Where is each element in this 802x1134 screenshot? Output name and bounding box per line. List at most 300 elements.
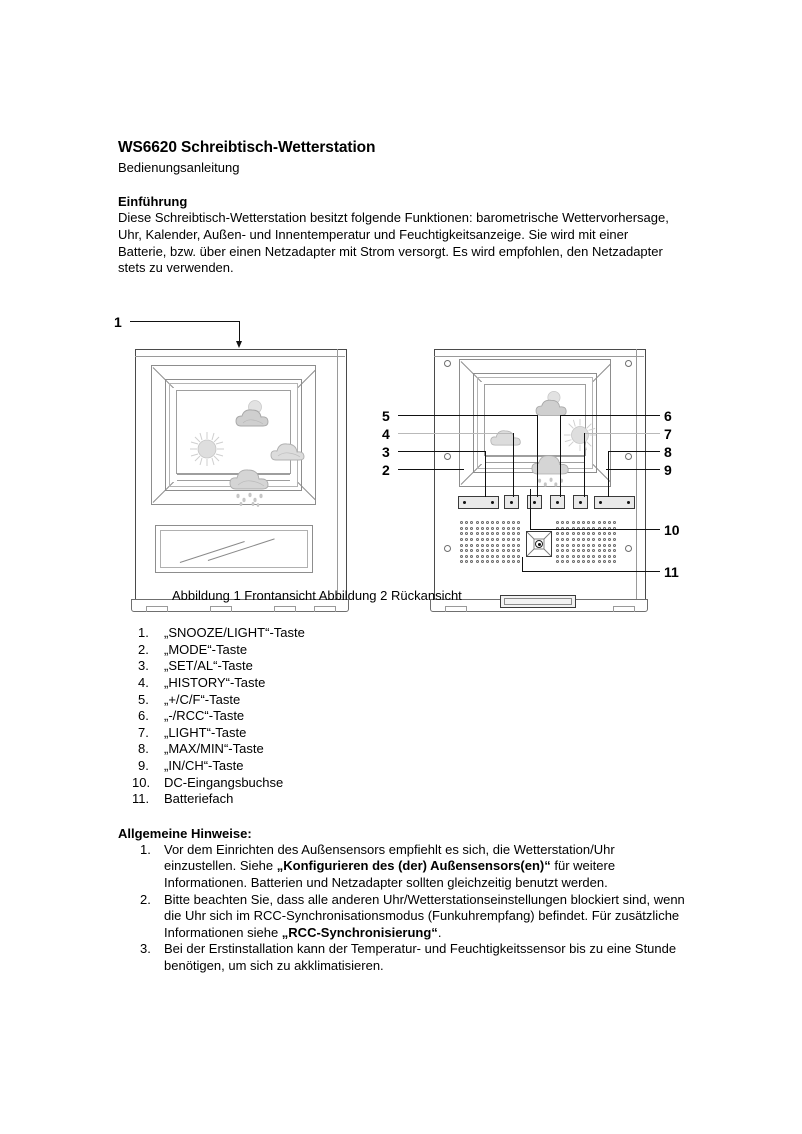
speaker-grille-dot: [476, 560, 479, 563]
speaker-grille-dot: [491, 538, 494, 541]
parts-list: [118, 625, 688, 808]
speaker-grille-dot: [491, 544, 494, 547]
intro-paragraph: Diese Schreibtisch-Wetterstation besitzt folgende Funktionen: barometrische Wettervorhersage, Uhr, Kalender, Außen- und Innentemperatur und Feuchtigkeitsanzeige. Sie wird mit einer Batterie, bzw. über einen Netzadapter mit Strom versorgt. Es wird empfohlen, den Netzadapter stets zu verwenden.: [118, 210, 669, 276]
speaker-grille-dot: [465, 549, 468, 552]
speaker-grille-dot: [561, 538, 564, 541]
speaker-grille-dot: [460, 544, 463, 547]
speaker-grille-dot: [502, 521, 505, 524]
cloud-icon-rear: [489, 427, 523, 449]
note-item-text: Bitte beachten Sie, dass alle anderen Uhr/Wetterstationseinstellungen blockiert sind, wenn die Uhr sich im RCC-Synchronisationsmodus (Funkuhrempfang) befindet. Für zusätzliche Informationen siehe: [164, 891, 685, 940]
speaker-grille-dot: [613, 544, 616, 547]
speaker-grille-dot: [476, 544, 479, 547]
speaker-grille-dot: [502, 532, 505, 535]
speaker-grille-dot: [481, 544, 484, 547]
speaker-grille-dot: [486, 538, 489, 541]
callout-number-7: 7: [664, 426, 672, 443]
speaker-grille-dot: [572, 555, 575, 558]
parts-list-item-label: „HISTORY“-Taste: [164, 674, 266, 690]
speaker-grille-dot: [598, 549, 601, 552]
callout-number-8: 8: [664, 444, 672, 461]
speaker-grille-dot: [608, 549, 611, 552]
speaker-grille-dot: [496, 555, 499, 558]
section-heading-einfuehrung: Einführung: [118, 194, 188, 209]
speaker-grille-dot: [587, 555, 590, 558]
speaker-grille-dot: [512, 532, 515, 535]
note-item-text: Vor dem Einrichten des Außensensors empfiehlt es sich, die Wetterstation/Uhr einzustellen. Siehe: [164, 841, 615, 874]
note-item-text-tail: für weitere Informationen. Batterien und Netzadapter sollten gleichzeitig benutzt werden.: [164, 858, 616, 890]
speaker-grille-dot: [561, 555, 564, 558]
speaker-grille-dot: [572, 549, 575, 552]
button-nub-center: [556, 501, 559, 504]
button-nub-center: [533, 501, 536, 504]
speaker-grille-dot: [502, 555, 505, 558]
speaker-grille-dot: [512, 521, 515, 524]
speaker-grille-dot: [517, 544, 520, 547]
speaker-grille-dot: [598, 538, 601, 541]
parts-list-item: [118, 725, 688, 742]
speaker-grille-dot: [460, 532, 463, 535]
leader-line-11-vertical: [522, 557, 523, 572]
front-foot-1: [146, 606, 168, 612]
button-nub-right: [491, 501, 494, 504]
speaker-grille-left: [460, 521, 522, 567]
leader-line-1-vertical: [239, 321, 240, 343]
speaker-grille-dot: [507, 538, 510, 541]
speaker-grille-dot: [613, 560, 616, 563]
speaker-grille-dot: [486, 521, 489, 524]
note-item-text-tail: .: [437, 924, 442, 940]
speaker-grille-dot: [608, 532, 611, 535]
speaker-grille-dot: [481, 555, 484, 558]
parts-list-item-number: 8.: [138, 741, 149, 757]
note-item-text: Bei der Erstinstallation kann der Temperatur- und Feuchtigkeitssensor bis zu eine Stunde benötigen, um sich zu akklimatisieren.: [164, 941, 677, 973]
parts-list-item-number: 1.: [138, 625, 149, 641]
speaker-grille-dot: [556, 560, 559, 563]
rear-foot-1: [445, 606, 467, 612]
speaker-grille-dot: [587, 521, 590, 524]
parts-list-item-number: 5.: [138, 691, 149, 707]
speaker-grille-dot: [502, 560, 505, 563]
speaker-grille-dot: [561, 549, 564, 552]
device-rear-right-edge: [636, 349, 644, 599]
speaker-grille-dot: [556, 555, 559, 558]
speaker-grille-dot: [592, 560, 595, 563]
speaker-grille-dot: [608, 521, 611, 524]
device-rear-top-edge: [434, 349, 644, 357]
battery-compartment-door[interactable]: [500, 595, 576, 608]
speaker-grille-dot: [603, 549, 606, 552]
speaker-grille-dot: [481, 538, 484, 541]
speaker-grille-dot: [566, 544, 569, 547]
parts-list-item-number: 2.: [138, 641, 149, 657]
speaker-grille-dot: [507, 560, 510, 563]
parts-list-item-label: „+/C/F“-Taste: [164, 691, 241, 707]
speaker-grille-dot: [481, 532, 484, 535]
speaker-grille-dot: [577, 538, 580, 541]
parts-list-item-number: 4.: [138, 674, 149, 690]
parts-list-item-label: DC-Eingangsbuchse: [164, 774, 284, 790]
speaker-grille-dot: [476, 549, 479, 552]
speaker-grille-dot: [561, 532, 564, 535]
note-item-emphasis: „RCC-Synchronisierung“: [281, 924, 438, 940]
speaker-grille-dot: [592, 521, 595, 524]
speaker-grille-dot: [517, 521, 520, 524]
parts-list-item: [118, 675, 688, 692]
leader-line-4: [398, 433, 514, 434]
speaker-grille-dot: [603, 544, 606, 547]
speaker-grille-dot: [556, 538, 559, 541]
speaker-grille-dot: [486, 527, 489, 530]
speaker-grille-dot: [507, 532, 510, 535]
speaker-grille-dot: [598, 544, 601, 547]
speaker-grille-dot: [491, 549, 494, 552]
parts-list-item: [118, 658, 688, 675]
speaker-grille-dot: [470, 527, 473, 530]
history-button[interactable]: [550, 495, 565, 509]
speaker-grille-dot: [587, 538, 590, 541]
leader-line-9: [606, 469, 660, 470]
speaker-grille-dot: [465, 555, 468, 558]
callout-number-6: 6: [664, 408, 672, 425]
speaker-grille-dot: [460, 527, 463, 530]
speaker-grille-dot: [577, 549, 580, 552]
parts-list-item: [118, 791, 688, 808]
speaker-grille-dot: [566, 555, 569, 558]
figure-caption: Abbildung 1 Frontansicht Abbildung 2 Rückansicht: [172, 588, 462, 604]
speaker-grille-dot: [517, 527, 520, 530]
speaker-grille-dot: [460, 549, 463, 552]
speaker-grille-dot: [603, 521, 606, 524]
sun-icon-rear: [563, 418, 597, 452]
speaker-grille-dot: [470, 532, 473, 535]
speaker-grille-dot: [582, 538, 585, 541]
speaker-grille-dot: [577, 555, 580, 558]
parts-list-item-number: 10.: [132, 774, 151, 790]
speaker-grille-dot: [470, 555, 473, 558]
button-nub-center: [510, 501, 513, 504]
leader-line-1: [130, 321, 240, 322]
speaker-grille-dot: [476, 555, 479, 558]
speaker-grille-dot: [592, 555, 595, 558]
parts-list-item: [118, 642, 688, 659]
speaker-grille-dot: [598, 560, 601, 563]
speaker-grille-dot: [517, 560, 520, 563]
leader-line-11: [522, 571, 660, 572]
speaker-grille-dot: [592, 538, 595, 541]
front-foot-4: [314, 606, 336, 612]
speaker-grille-dot: [476, 527, 479, 530]
parts-list-item: [118, 625, 688, 642]
parts-list-item-number: 3.: [138, 658, 149, 674]
speaker-grille-dot: [613, 532, 616, 535]
parts-list-item: [118, 775, 688, 792]
speaker-grille-dot: [512, 527, 515, 530]
callout-number-10: 10: [664, 522, 680, 539]
speaker-grille-dot: [608, 555, 611, 558]
leader-line-10-vertical: [530, 489, 531, 530]
speaker-grille-dot: [486, 532, 489, 535]
speaker-grille-dot: [502, 549, 505, 552]
speaker-grille-dot: [512, 549, 515, 552]
speaker-grille-dot: [582, 532, 585, 535]
notes-heading: Allgemeine Hinweise:: [118, 825, 252, 841]
front-foot-2: [210, 606, 232, 612]
speaker-grille-dot: [556, 549, 559, 552]
callout-number-2: 2: [382, 462, 390, 479]
speaker-grille-dot: [507, 549, 510, 552]
speaker-grille-dot: [577, 560, 580, 563]
button-nub-center: [579, 501, 582, 504]
leader-line-3: [398, 451, 486, 452]
speaker-grille-dot: [496, 527, 499, 530]
leader-line-5-vertical: [537, 415, 538, 497]
speaker-grille-dot: [572, 532, 575, 535]
speaker-grille-dot: [608, 560, 611, 563]
speaker-grille-dot: [476, 521, 479, 524]
speaker-grille-dot: [470, 538, 473, 541]
parts-list-item-label: „MODE“-Taste: [164, 641, 248, 657]
speaker-grille-dot: [465, 538, 468, 541]
rear-button-row: [434, 495, 644, 511]
speaker-grille-dot: [470, 549, 473, 552]
speaker-grille-dot: [481, 521, 484, 524]
battery-door-inner: [504, 598, 572, 605]
speaker-grille-dot: [587, 532, 590, 535]
speaker-grille-dot: [603, 538, 606, 541]
speaker-grille-dot: [507, 527, 510, 530]
speaker-grille-dot: [598, 555, 601, 558]
parts-list-item: [118, 692, 688, 709]
leader-line-4-vertical: [513, 433, 514, 497]
speaker-grille-dot: [577, 532, 580, 535]
parts-list-item-label: „SNOOZE/LIGHT“-Taste: [164, 625, 305, 641]
parts-list-item: [118, 708, 688, 725]
leader-line-7-vertical: [584, 433, 585, 497]
speaker-grille-dot: [496, 560, 499, 563]
speaker-grille-dot: [486, 555, 489, 558]
note-item-number: 2.: [140, 891, 151, 907]
speaker-grille-dot: [507, 544, 510, 547]
speaker-grille-dot: [507, 555, 510, 558]
speaker-grille-dot: [502, 527, 505, 530]
speaker-grille-dot: [608, 544, 611, 547]
speaker-grille-dot: [476, 532, 479, 535]
speaker-grille-dot: [603, 560, 606, 563]
speaker-grille-dot: [592, 544, 595, 547]
speaker-grille-dot: [566, 538, 569, 541]
sun-icon: [189, 431, 225, 467]
minus-rcc-button[interactable]: [594, 496, 635, 509]
speaker-grille-dot: [582, 521, 585, 524]
front-foot-3: [274, 606, 296, 612]
speaker-grille-dot: [496, 538, 499, 541]
speaker-grille-dot: [496, 532, 499, 535]
plus-cf-button[interactable]: [573, 495, 588, 509]
speaker-grille-right: [556, 521, 618, 567]
speaker-grille-dot: [517, 538, 520, 541]
speaker-grille-dot: [592, 549, 595, 552]
front-lower-panel: [155, 525, 313, 573]
speaker-grille-dot: [491, 521, 494, 524]
speaker-grille-dot: [460, 521, 463, 524]
callout-number-5: 5: [382, 408, 390, 425]
speaker-grille-dot: [481, 560, 484, 563]
note-item-number: 1.: [140, 841, 151, 857]
parts-list-item-label: „-/RCC“-Taste: [164, 708, 245, 724]
rear-foot-2: [613, 606, 635, 612]
speaker-grille-dot: [556, 532, 559, 535]
display-bezel-front: [151, 365, 316, 505]
speaker-grille-dot: [572, 521, 575, 524]
speaker-grille-dot: [470, 544, 473, 547]
leader-line-6: [560, 415, 660, 416]
parts-list-item-number: 6.: [138, 708, 149, 724]
speaker-grille-dot: [486, 544, 489, 547]
callout-number-3: 3: [382, 444, 390, 461]
speaker-grille-dot: [582, 544, 585, 547]
document-subtitle: Bedienungsanleitung: [118, 160, 240, 175]
parts-list-item-number: 7.: [138, 724, 149, 740]
speaker-grille-dot: [491, 527, 494, 530]
callout-number-1: 1: [114, 314, 122, 331]
lcd-screen-front: [176, 390, 291, 474]
speaker-grille-dot: [481, 549, 484, 552]
speaker-grille-dot: [460, 560, 463, 563]
speaker-grille-dot: [561, 544, 564, 547]
rain-cloud-icon-rear: [529, 453, 575, 495]
speaker-grille-dot: [556, 544, 559, 547]
parts-list-item-label: Batteriefach: [164, 791, 234, 807]
speaker-grille-dot: [572, 560, 575, 563]
callout-number-11: 11: [664, 564, 679, 581]
parts-list-item: [118, 758, 688, 775]
leader-line-10: [530, 529, 660, 530]
speaker-grille-dot: [582, 560, 585, 563]
cloud-sun-icon: [233, 399, 275, 433]
speaker-grille-dot: [496, 521, 499, 524]
speaker-grille-dot: [517, 549, 520, 552]
speaker-grille-dot: [486, 549, 489, 552]
speaker-grille-dot: [561, 521, 564, 524]
speaker-grille-dot: [502, 538, 505, 541]
speaker-grille-dot: [517, 532, 520, 535]
speaker-grille-dot: [556, 521, 559, 524]
speaker-grille-dot: [502, 544, 505, 547]
speaker-grille-dot: [491, 532, 494, 535]
speaker-grille-dot: [572, 538, 575, 541]
mode-button[interactable]: [504, 495, 519, 509]
speaker-grille-dot: [507, 521, 510, 524]
leader-line-2: [398, 469, 464, 470]
speaker-grille-dot: [603, 555, 606, 558]
leader-line-3-vertical: [485, 451, 486, 497]
page-title: WS6620 Schreibtisch-Wetterstation: [118, 139, 376, 156]
speaker-grille-dot: [587, 560, 590, 563]
speaker-grille-dot: [598, 521, 601, 524]
leader-line-7: [584, 433, 660, 434]
speaker-grille-dot: [566, 521, 569, 524]
speaker-grille-dot: [465, 527, 468, 530]
parts-list-item: [118, 741, 688, 758]
dc-input-jack: [526, 531, 552, 557]
speaker-grille-dot: [613, 555, 616, 558]
rain-cloud-icon: [227, 467, 275, 511]
note-list-item: [118, 842, 688, 892]
device-rear-view: [434, 349, 644, 599]
speaker-grille-dot: [512, 560, 515, 563]
speaker-grille-dot: [566, 549, 569, 552]
speaker-grille-dot: [598, 532, 601, 535]
parts-list-item-label: „IN/CH“-Taste: [164, 757, 244, 773]
speaker-grille-dot: [512, 555, 515, 558]
speaker-grille-dot: [587, 544, 590, 547]
speaker-grille-dot: [587, 549, 590, 552]
speaker-grille-dot: [577, 521, 580, 524]
device-front-top-edge: [135, 349, 345, 357]
speaker-grille-dot: [566, 532, 569, 535]
snooze-light-button[interactable]: [458, 496, 499, 509]
note-item-number: 3.: [140, 941, 151, 957]
speaker-grille-dot: [561, 560, 564, 563]
callout-number-4: 4: [382, 426, 390, 443]
speaker-grille-dot: [582, 549, 585, 552]
speaker-grille-dot: [496, 549, 499, 552]
speaker-grille-dot: [572, 544, 575, 547]
leader-line-6-vertical: [560, 415, 561, 497]
speaker-grille-dot: [496, 544, 499, 547]
speaker-grille-dot: [613, 521, 616, 524]
speaker-grille-dot: [465, 544, 468, 547]
speaker-grille-dot: [517, 555, 520, 558]
button-nub-right: [627, 501, 630, 504]
leader-line-5: [398, 415, 538, 416]
speaker-grille-dot: [470, 560, 473, 563]
speaker-grille-dot: [465, 521, 468, 524]
speaker-grille-dot: [460, 538, 463, 541]
speaker-grille-dot: [592, 532, 595, 535]
speaker-grille-dot: [481, 527, 484, 530]
speaker-grille-dot: [613, 549, 616, 552]
note-item-emphasis: „Konfigurieren des (der) Außensensors(en)“: [276, 858, 551, 874]
parts-list-item-number: 11.: [132, 791, 150, 807]
note-list-item: [118, 892, 688, 942]
speaker-grille-dot: [486, 560, 489, 563]
parts-list-item-number: 9.: [138, 757, 149, 773]
speaker-grille-dot: [582, 555, 585, 558]
figures-area: [114, 291, 688, 604]
cloud-icon: [269, 440, 307, 464]
speaker-grille-dot: [491, 555, 494, 558]
speaker-grille-dot: [566, 560, 569, 563]
parts-list-item-label: „MAX/MIN“-Taste: [164, 741, 264, 757]
leader-arrow-1: [236, 341, 242, 348]
document-content: [114, 138, 688, 974]
speaker-grille-dot: [476, 538, 479, 541]
button-nub-left: [463, 501, 466, 504]
lcd-screen-rear: [484, 384, 586, 456]
speaker-grille-dot: [465, 560, 468, 563]
speaker-grille-dot: [491, 560, 494, 563]
device-front-right-edge: [337, 349, 345, 599]
leader-line-8-vertical: [608, 451, 609, 497]
note-list-item: [118, 941, 688, 974]
button-nub-left: [599, 501, 602, 504]
parts-list-item-label: „SET/AL“-Taste: [164, 658, 253, 674]
speaker-grille-dot: [512, 544, 515, 547]
parts-list-item-label: „LIGHT“-Taste: [164, 724, 247, 740]
speaker-grille-dot: [613, 538, 616, 541]
speaker-grille-dot: [512, 538, 515, 541]
